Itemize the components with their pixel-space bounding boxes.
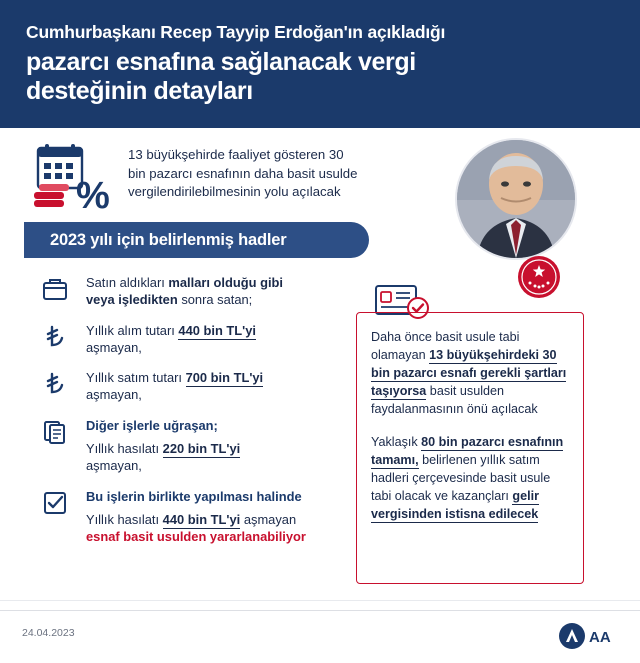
date-label: 24.04.2023 bbox=[22, 627, 75, 639]
header bbox=[0, 0, 640, 128]
list-item bbox=[24, 488, 344, 546]
erdogan-portrait bbox=[455, 138, 577, 260]
highlight-box bbox=[356, 312, 584, 584]
list-item-text: Satın aldıkları malları olduğu gibi veya işledikten sonra satan; bbox=[86, 275, 283, 308]
list-item-text: Yıllık satım tutarı 700 bin TL'yi aşmayan, bbox=[86, 370, 264, 403]
list-item bbox=[24, 369, 344, 404]
list-item-text: Yıllık alım tutarı 440 bin TL'yi aşmayan, bbox=[86, 322, 256, 355]
section-banner: 2023 yılı için belirlenmiş hadler bbox=[24, 222, 369, 258]
list-item-text: Bu işlerin birlikte yapılması halinde bbox=[86, 488, 302, 504]
anadolu-agency-logo bbox=[556, 621, 618, 651]
lira-icon bbox=[42, 324, 68, 350]
criteria-list bbox=[24, 274, 344, 558]
list-item-subtext: Yıllık hasılatı 220 bin TL'yi aşmayan, bbox=[86, 440, 241, 474]
lira-icon bbox=[42, 371, 68, 397]
page-title-line2: desteğinin detayları bbox=[26, 76, 253, 105]
page-title bbox=[26, 48, 614, 106]
intro-text: 13 büyükşehirde faaliyet gösteren 30 bin pazarcı esnafının daha basit usulde vergilendirilebilmesinin yolu açılacak bbox=[128, 147, 358, 200]
checklist-icon bbox=[42, 490, 68, 516]
calendar-money-percent-icon bbox=[32, 142, 118, 216]
svg-text:AA: AA bbox=[589, 629, 611, 646]
footer-divider bbox=[0, 600, 640, 601]
shop-basket-icon bbox=[42, 276, 68, 302]
presidential-seal-icon bbox=[517, 255, 561, 299]
documents-icon bbox=[42, 419, 68, 445]
header-kicker: Cumhurbaşkanı Recep Tayyip Erdoğan'ın açıkladığı bbox=[26, 22, 446, 42]
page-title-line1: pazarcı esnafına sağlanacak vergi bbox=[26, 47, 416, 76]
highlight-paragraph-2: Yaklaşık 80 bin pazarcı esnafının tamamı, belirlenen yıllık satım hadleri çerçevesinde basit usule tabi olacak ve kazançları gelir vergisinden istisna edilecek bbox=[371, 435, 564, 521]
list-item-text: Diğer işlerle uğraşan; bbox=[86, 417, 218, 433]
svg-text:%: % bbox=[76, 175, 110, 216]
footer bbox=[0, 610, 640, 663]
list-item bbox=[24, 322, 344, 357]
list-item bbox=[24, 417, 344, 475]
highlight-paragraph-1: Daha önce basit usule tabi olamayan 13 büyükşehirdeki 30 bin pazarcı esnafı gerekli şartları taşıyorsa basit usulden faydalanmasının önü açılacak bbox=[371, 330, 567, 416]
list-item-subtext: Yıllık hasılatı 440 bin TL'yi aşmayan esnaf basit usulden yararlanabiliyor bbox=[86, 511, 306, 545]
list-item bbox=[24, 274, 344, 309]
